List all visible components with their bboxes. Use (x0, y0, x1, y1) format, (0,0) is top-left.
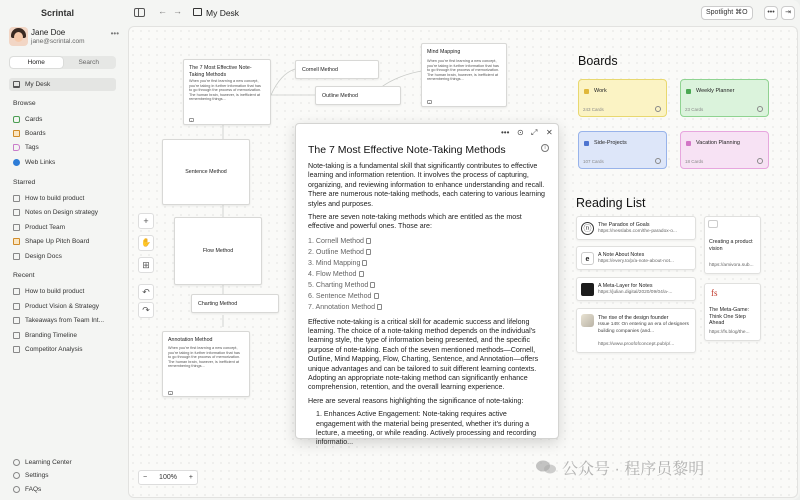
globe-icon (13, 159, 20, 166)
card-excerpt: When you're first learning a new concept, you're taking in further information that has to go through the process of memorization. The human brain, however, is inefficient at remembering things... (189, 79, 262, 102)
starred-item[interactable] (9, 206, 116, 219)
board-card-count: 23 Cards (685, 107, 704, 112)
watermark-text: 公众号 · 程序员黎明 (562, 461, 705, 478)
card-badge: a (190, 119, 193, 123)
fs-logo-icon: fs (711, 288, 718, 298)
hand-tool-button[interactable]: ✋ (138, 235, 154, 251)
board-card[interactable] (680, 79, 769, 117)
reading-item-title: A Note About Notes (598, 252, 645, 258)
card-link-icon (366, 238, 371, 244)
document-icon (13, 224, 20, 231)
cards-icon (13, 116, 20, 123)
document-icon (13, 317, 20, 324)
note-card[interactable] (191, 294, 279, 313)
sidebar-item-settings[interactable] (9, 469, 116, 482)
reading-item-url: https://nesslabs.com/the-paradox-o... (598, 229, 677, 234)
browse-section-label: Browse (13, 100, 36, 107)
recent-item[interactable] (9, 285, 116, 298)
reading-item-subtitle: Issue 149: On entering an era of designers building companies (and... (598, 322, 689, 334)
card-link[interactable]: 3. Mind Mapping (308, 259, 361, 268)
list-item[interactable] (308, 302, 546, 313)
reading-item-title: Creating a product vision (709, 239, 753, 252)
sidebar-item-tags[interactable] (9, 141, 116, 154)
sidebar-item-label: Learning Center (25, 459, 72, 466)
collapse-panel-button[interactable]: ⇥ (781, 6, 795, 20)
board-icon (686, 141, 691, 146)
link-thumbnail (708, 220, 718, 228)
document-icon (13, 288, 20, 295)
sidebar-item-label: Branding Timeline (25, 332, 78, 339)
starred-section-label: Starred (13, 179, 36, 186)
note-card[interactable] (162, 139, 250, 205)
back-icon[interactable]: ← (158, 6, 167, 16)
board-icon (686, 89, 691, 94)
info-icon[interactable] (757, 158, 763, 164)
sidebar-item-label: Cards (25, 116, 43, 123)
board-card[interactable] (680, 131, 769, 169)
card-excerpt: When you're first learning a new concept, you're taking in further information that has to go through the process of memorization. The human brain, however, is inefficient at remembering things... (427, 59, 500, 82)
reading-item-url: https://fs.blog/the... (709, 330, 750, 335)
sidebar-item-label: Product Team (25, 224, 65, 231)
card-link[interactable]: 4. Flow Method (308, 270, 357, 279)
methods-list (308, 236, 546, 314)
sidebar-item-label: Web Links (25, 159, 56, 166)
card-link-icon (362, 260, 367, 266)
card-title: The 7 Most Effective Note-Taking Methods (189, 65, 252, 78)
card-link-icon (374, 293, 379, 299)
paragraph: 1. Enhances Active Engagement: Note-taking requires active engagement with the material being presented, whether it's during a lecture, a meeting, or while reading. Actively processing and recording informatio... (316, 410, 537, 447)
card-link-icon (366, 249, 371, 255)
board-icon (584, 141, 589, 146)
card-link-icon (377, 304, 382, 310)
board-name: Side-Projects (594, 140, 627, 146)
zoom-control (138, 470, 198, 485)
pin-icon[interactable]: ⊙ (517, 128, 524, 137)
sidebar-item-learning-center[interactable] (9, 456, 116, 469)
document-icon (13, 332, 20, 339)
note-card[interactable] (183, 59, 271, 125)
help-icon (13, 486, 20, 493)
reading-item[interactable] (576, 246, 696, 270)
document-icon (13, 303, 20, 310)
board-card[interactable] (578, 131, 667, 169)
sidebar-item-label: Boards (25, 130, 46, 137)
sidebar-item-label: Settings (25, 472, 49, 479)
sidebar-item-cards[interactable] (9, 113, 116, 126)
board-card[interactable] (578, 79, 667, 117)
note-panel[interactable] (295, 123, 559, 447)
board-name: Weekly Planner (696, 88, 735, 94)
document-icon (13, 346, 20, 353)
nesslabs-icon: ⓝ (581, 222, 594, 235)
reading-item[interactable] (576, 216, 696, 240)
reading-item-title: The Meta-Game: Think One Step Ahead (709, 307, 750, 326)
note-title: The 7 Most Effective Note-Taking Methods (308, 144, 506, 156)
starred-item[interactable] (9, 250, 116, 263)
starred-item[interactable] (9, 192, 116, 205)
note-card[interactable] (174, 217, 262, 285)
info-icon[interactable] (655, 106, 661, 112)
close-icon[interactable]: ✕ (546, 128, 553, 137)
card-title: Sentence Method (185, 169, 227, 175)
reading-item[interactable] (704, 216, 761, 274)
reading-item-title: The Paradox of Goals (598, 222, 650, 228)
sidebar-item-label: How to build product (25, 195, 85, 202)
card-link[interactable]: 5. Charting Method (308, 281, 369, 290)
card-link[interactable]: 1. Cornell Method (308, 236, 364, 245)
card-title: Charting Method (198, 300, 238, 307)
card-title: Mind Mapping (427, 49, 461, 55)
sidebar-item-label: Competitor Analysis (25, 346, 83, 353)
sidebar-item-label: FAQs (25, 486, 42, 493)
board-name: Work (594, 88, 607, 94)
top-bar (128, 0, 800, 26)
desk-icon (13, 81, 20, 88)
reading-item[interactable] (576, 277, 696, 301)
sidebar-item-faqs[interactable] (9, 483, 116, 496)
boards-icon (13, 130, 20, 137)
card-link[interactable]: 7. Annotation Method (308, 303, 376, 312)
zoom-in-button[interactable]: + (188, 474, 193, 481)
card-title: Flow Method (202, 248, 234, 254)
card-title: Annotation Method (168, 337, 213, 343)
info-icon[interactable] (655, 158, 661, 164)
spotlight-button[interactable]: Spotlight ⌘O (701, 6, 753, 20)
sidebar-item-label: Shape Up Pitch Board (25, 238, 90, 245)
reading-item-url: https://www.proofofconcept.pub/p/... (598, 342, 675, 347)
more-options-button[interactable]: ••• (764, 6, 778, 20)
page-title: My Desk (206, 8, 240, 18)
sidebar-item-boards[interactable] (9, 127, 116, 140)
article-thumbnail (581, 314, 594, 327)
board-card-count: 18 Cards (685, 159, 704, 164)
note-card[interactable] (421, 43, 507, 107)
reading-item-title: A Meta-Layer for Notes (598, 283, 653, 289)
note-card[interactable] (295, 60, 379, 79)
paragraph: Note-taking is a fundamental skill that significantly contributes to effective learning and information retention. It involves the process of capturing, organizing, and reviewing information to enhance understanding and recall. There are numerous note-taking methods, each catering to various learning styles and purposes. (308, 162, 545, 208)
recent-section-label: Recent (13, 272, 35, 279)
reading-list-heading: Reading List (576, 196, 646, 210)
reading-item[interactable] (704, 283, 761, 341)
julian-digital-icon: ■ (581, 283, 594, 296)
reading-item-url: https://every.to/p/a-note-about-not... (598, 259, 674, 264)
sidebar-item-label: Tags (25, 144, 39, 151)
user-profile[interactable] (9, 27, 119, 49)
document-icon (13, 253, 20, 260)
board-icon (13, 238, 20, 245)
avatar (9, 27, 28, 46)
tag-icon (13, 144, 20, 151)
sidebar-item-label: My Desk (25, 81, 51, 88)
sidebar-item-my-desk[interactable] (9, 78, 116, 91)
add-card-button[interactable]: + (138, 213, 154, 229)
sidebar-item-label: Product Vision & Strategy (25, 303, 99, 310)
reading-item-url: https://amivora.sub... (709, 263, 754, 268)
document-icon (13, 209, 20, 216)
card-link-icon (359, 271, 364, 277)
reading-item[interactable] (576, 308, 696, 353)
document-icon (13, 195, 20, 202)
expand-icon[interactable]: ⤢ (531, 128, 538, 137)
sidebar-item-label: Takeaways from Team Int... (25, 317, 104, 324)
board-name: Vacation Planning (696, 140, 740, 146)
list-item[interactable] (308, 280, 546, 291)
starred-item[interactable] (9, 221, 116, 234)
card-badge: a (169, 392, 172, 396)
starred-item[interactable] (9, 235, 116, 248)
recent-item[interactable] (9, 300, 116, 313)
note-card[interactable] (315, 86, 401, 105)
zoom-out-button[interactable]: − (143, 474, 148, 481)
wechat-watermark-icon (535, 459, 557, 475)
card-link[interactable]: 2. Outline Method (308, 247, 364, 256)
card-link[interactable]: 6. Sentence Method (308, 292, 372, 301)
list-item[interactable] (308, 269, 546, 280)
board-card-count: 243 Cards (583, 107, 604, 112)
desk-canvas[interactable] (128, 26, 798, 498)
list-item[interactable] (308, 236, 546, 247)
every-icon: e (581, 252, 594, 265)
info-icon[interactable]: i (541, 144, 549, 152)
sidebar (0, 0, 124, 500)
grid-tool-button[interactable]: ⊞ (138, 257, 154, 273)
redo-button[interactable]: ↷ (138, 302, 154, 318)
user-email: jane@scrintal.com (31, 38, 85, 45)
tab-home[interactable]: Home (10, 57, 63, 68)
list-item[interactable] (308, 258, 546, 269)
desk-icon (193, 8, 202, 16)
paragraph: There are seven note-taking methods which are entitled as the most effective and powerful ones. Those are: (308, 213, 522, 231)
zoom-level: 100% (159, 474, 177, 481)
list-item[interactable] (308, 291, 546, 302)
reading-item-url: https://julian.digital/2020/09/04/a-... (598, 290, 673, 295)
sidebar-item-web-links[interactable] (9, 156, 116, 169)
user-more-button[interactable]: ••• (110, 29, 119, 38)
card-link-icon (370, 282, 375, 288)
gear-icon (13, 472, 20, 479)
undo-button[interactable]: ↶ (138, 284, 154, 300)
note-card[interactable] (162, 331, 250, 397)
card-excerpt: When you're first learning a new concept, you're taking in further information that has to go through the process of memorization. The human brain, however, is inefficient at remembering things... (168, 346, 241, 369)
card-title: Outline Method (322, 92, 358, 99)
paragraph: Effective note-taking is a critical skill for academic success and lifelong learning. The choice of a note-taking method depends on the individual's learning style, the type of information being presented, and the specific purpose of note-taking. Each of the seven mentioned methods—Cornell, Outline, Mind Mapping, Flow, Charting, Sentence, and Annotation—offers unique advantages and can be tailored to suit different learning contexts. Adopting an appropriate note-taking method can significantly enhance comprehension, retention, and the overall learning experience. (308, 317, 539, 392)
user-name: Jane Doe (31, 28, 66, 37)
toggle-sidebar-icon[interactable] (134, 8, 145, 17)
tab-search[interactable]: Search (78, 59, 100, 66)
note-body[interactable] (308, 162, 546, 452)
learning-center-icon (13, 459, 20, 466)
list-item[interactable] (308, 247, 546, 258)
recent-item[interactable] (9, 314, 116, 327)
recent-item[interactable] (9, 329, 116, 342)
recent-item[interactable] (9, 343, 116, 356)
sidebar-item-label: Design Docs (25, 253, 62, 260)
sidebar-item-label: How to build product (25, 288, 85, 295)
reading-item-title: The rise of the design founder (598, 315, 669, 321)
info-icon[interactable] (757, 106, 763, 112)
forward-icon[interactable]: → (173, 6, 182, 16)
paragraph: Here are several reasons highlighting the significance of note-taking: (308, 396, 524, 405)
board-card-count: 107 Cards (583, 159, 604, 164)
app-name: Scrintal (41, 8, 75, 18)
card-badge: a (428, 101, 431, 105)
note-more-button[interactable]: ••• (501, 128, 510, 137)
sidebar-item-label: Notes on Design strategy (25, 209, 98, 216)
boards-heading: Boards (578, 54, 618, 68)
card-title: Cornell Method (302, 66, 338, 73)
sidebar-tabs (9, 56, 116, 69)
board-icon (584, 89, 589, 94)
